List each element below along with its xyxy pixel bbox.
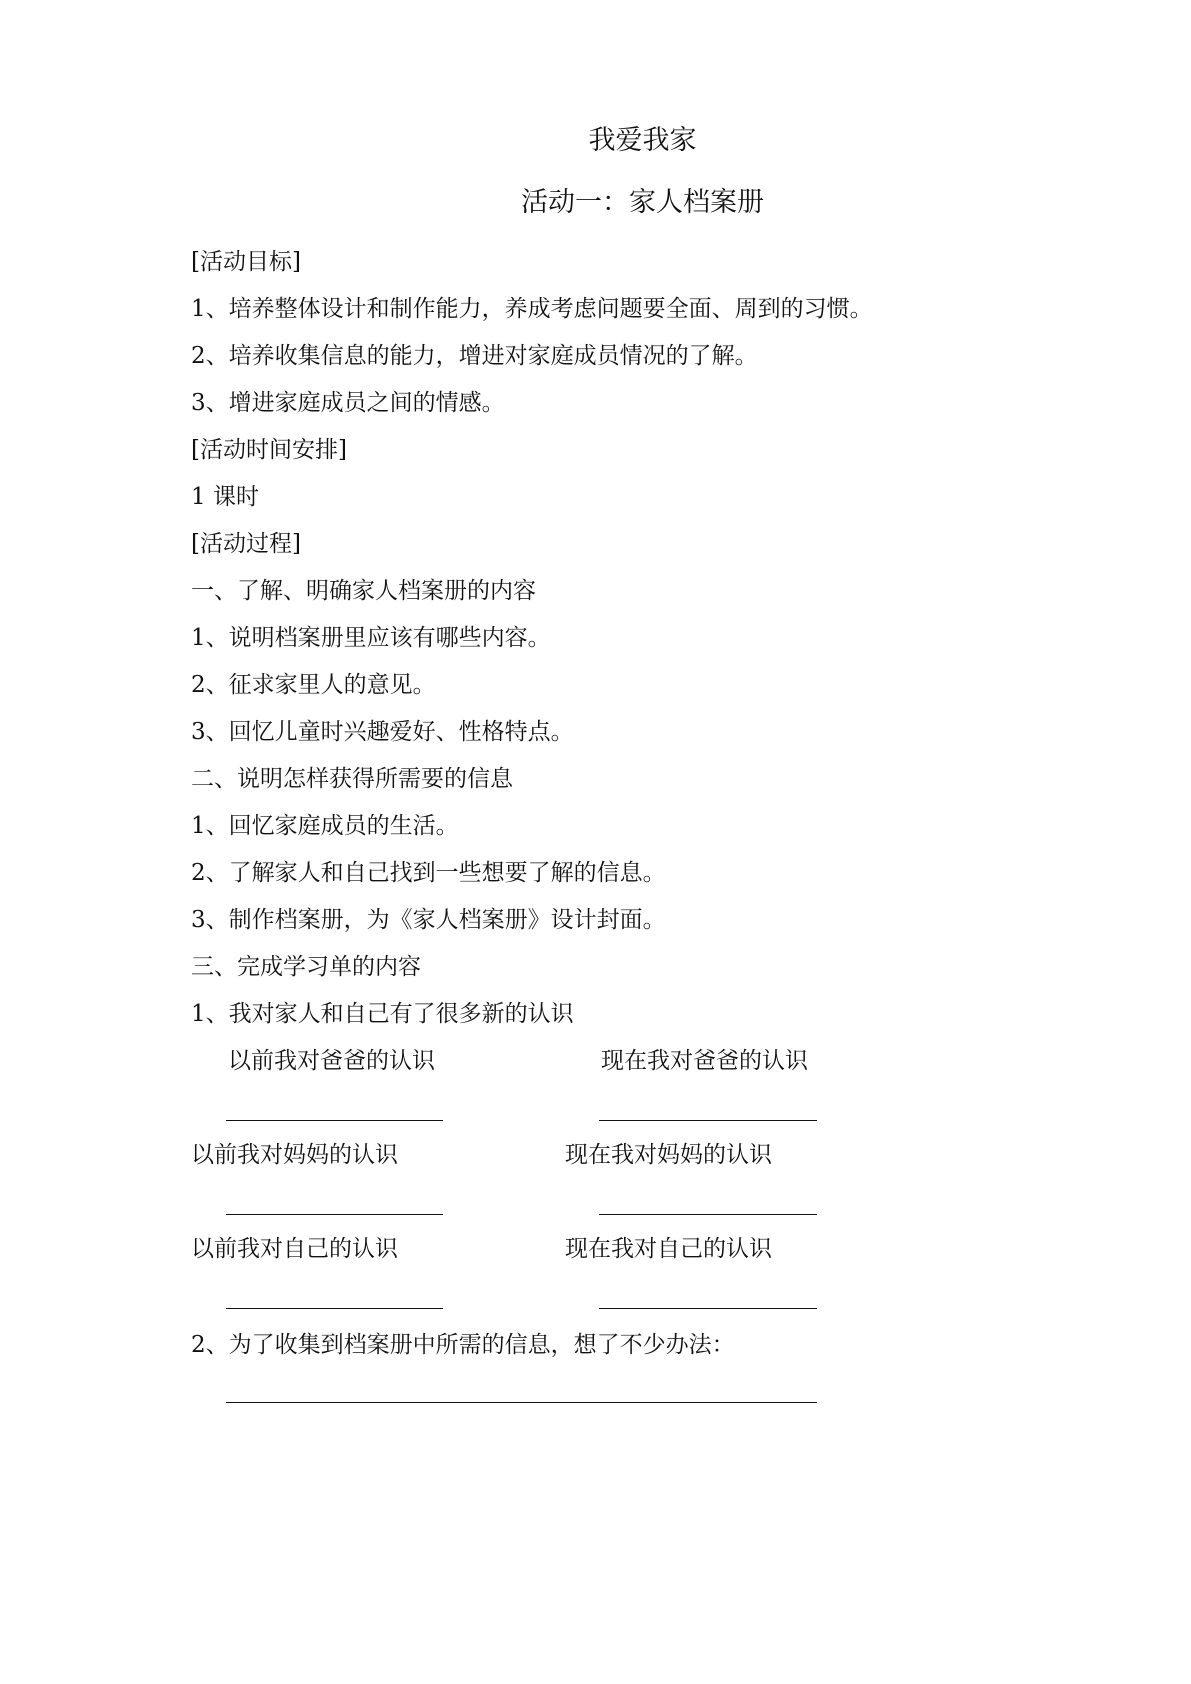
section-heading-process: [活动过程] <box>191 531 301 557</box>
question-2-answer-blank[interactable] <box>226 1402 817 1403</box>
goal-3: 3、增进家庭成员之间的情感。 <box>191 390 505 416</box>
section-heading-goals: [活动目标] <box>191 249 301 275</box>
time-value: 1 课时 <box>191 484 259 510</box>
worksheet-question-1: 1、我对家人和自己有了很多新的认识 <box>191 1001 574 1027</box>
process-step-1-item-1: 1、说明档案册里应该有哪些内容。 <box>191 625 551 651</box>
mom-before-blank[interactable] <box>226 1214 443 1215</box>
process-step-2-item-3: 3、制作档案册，为《家人档案册》设计封面。 <box>191 907 666 933</box>
worksheet-question-2: 2、为了收集到档案册中所需的信息，想了不少办法： <box>191 1332 735 1358</box>
mom-now-label: 现在我对妈妈的认识 <box>565 1142 772 1168</box>
dad-now-blank[interactable] <box>599 1120 817 1121</box>
process-step-1-item-2: 2、征求家里人的意见。 <box>191 672 436 698</box>
activity-subtitle: 活动一：家人档案册 <box>521 187 764 218</box>
process-step-1-heading: 一、了解、明确家人档案册的内容 <box>191 578 536 604</box>
dad-before-label: 以前我对爸爸的认识 <box>228 1048 435 1074</box>
self-before-blank[interactable] <box>226 1308 443 1309</box>
process-step-1-item-3: 3、回忆儿童时兴趣爱好、性格特点。 <box>191 719 574 745</box>
goal-1: 1、培养整体设计和制作能力，养成考虑问题要全面、周到的习惯。 <box>191 296 873 322</box>
mom-before-label: 以前我对妈妈的认识 <box>191 1142 398 1168</box>
self-before-label: 以前我对自己的认识 <box>191 1236 398 1262</box>
dad-before-blank[interactable] <box>226 1120 443 1121</box>
document-title: 我爱我家 <box>588 125 697 156</box>
goal-2: 2、培养收集信息的能力，增进对家庭成员情况的了解。 <box>191 343 758 369</box>
process-step-2-item-2: 2、了解家人和自己找到一些想要了解的信息。 <box>191 860 666 886</box>
self-now-label: 现在我对自己的认识 <box>565 1236 772 1262</box>
process-step-2-item-1: 1、回忆家庭成员的生活。 <box>191 813 459 839</box>
process-step-3-heading: 三、完成学习单的内容 <box>191 954 421 980</box>
process-step-2-heading: 二、说明怎样获得所需要的信息 <box>191 766 513 792</box>
mom-now-blank[interactable] <box>599 1214 817 1215</box>
dad-now-label: 现在我对爸爸的认识 <box>601 1048 808 1074</box>
section-heading-time: [活动时间安排] <box>191 437 347 463</box>
self-now-blank[interactable] <box>599 1308 817 1309</box>
